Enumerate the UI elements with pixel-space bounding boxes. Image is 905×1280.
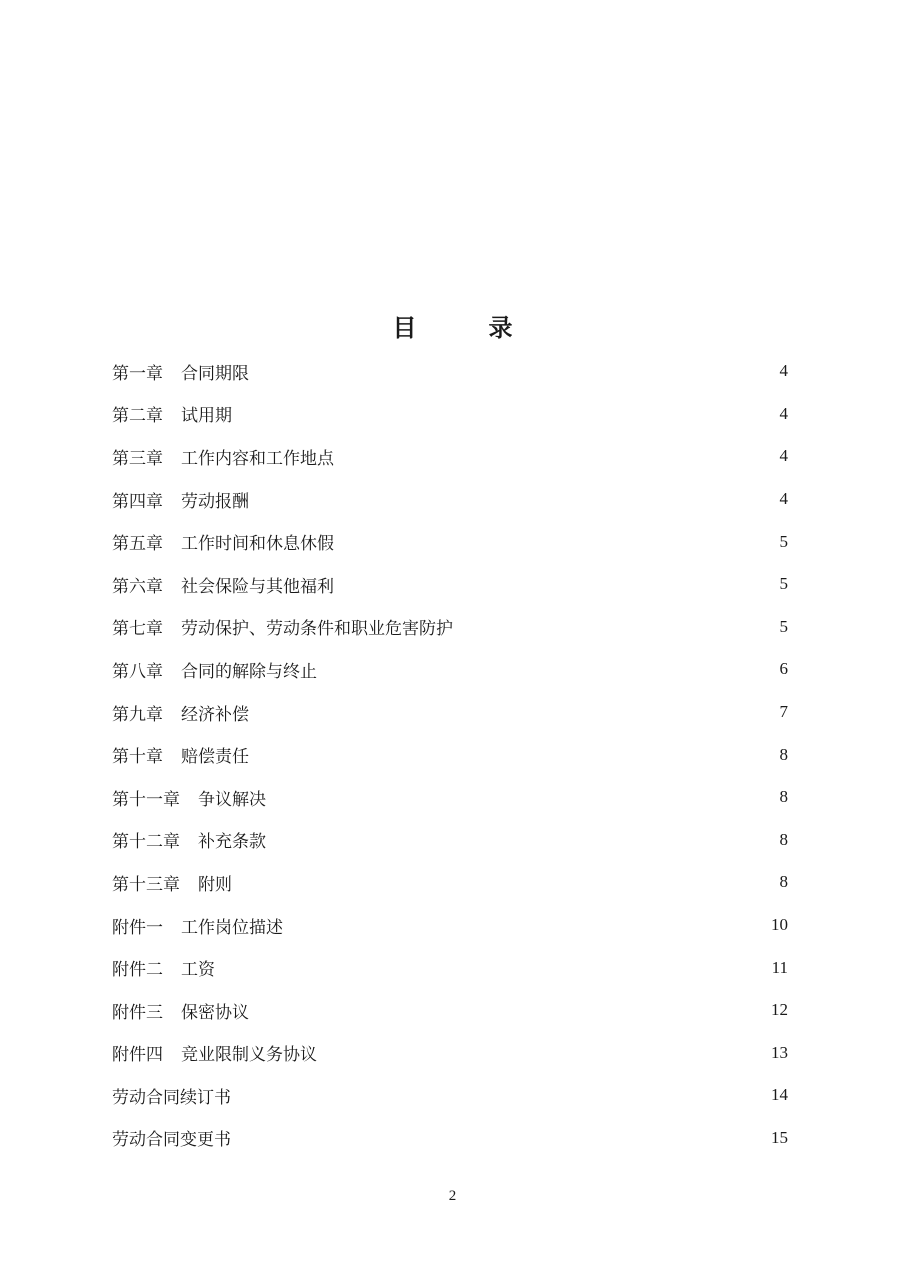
toc-entry-title: 经济补偿	[181, 704, 249, 725]
toc-page-number: 4	[779, 361, 788, 381]
toc-chapter: 第十三章	[112, 874, 180, 895]
toc-page-number: 8	[779, 787, 788, 807]
toc-list	[112, 350, 788, 1159]
toc-page-number: 4	[779, 403, 788, 423]
toc-entry-label	[112, 700, 249, 725]
toc-chapter: 第七章	[112, 619, 163, 640]
toc-page-number: 14	[771, 1085, 788, 1105]
toc-entry-title: 竞业限制义务协议	[181, 1045, 317, 1066]
toc-page-number: 13	[771, 1042, 788, 1062]
toc-chapter: 第四章	[112, 491, 163, 512]
toc-entry-title: 补充条款	[198, 832, 266, 853]
toc-entry[interactable]	[112, 563, 788, 606]
toc-page-number: 5	[779, 531, 788, 551]
toc-entry-title: 保密协议	[181, 1002, 249, 1023]
toc-entry-label	[112, 998, 249, 1023]
toc-entry-label	[112, 913, 283, 938]
toc-chapter: 第十一章	[112, 789, 180, 810]
toc-entry[interactable]	[112, 989, 788, 1032]
toc-chapter: 附件四	[112, 1045, 163, 1066]
toc-chapter: 第十二章	[112, 832, 180, 853]
toc-entry-title: 工作内容和工作地点	[181, 448, 334, 469]
toc-entry[interactable]	[112, 776, 788, 819]
toc-entry[interactable]	[112, 478, 788, 521]
toc-page-number: 4	[779, 489, 788, 509]
toc-entry[interactable]	[112, 946, 788, 989]
toc-chapter: 劳动合同续订书	[112, 1087, 231, 1108]
toc-page-number: 7	[779, 702, 788, 722]
toc-entry-label	[112, 870, 232, 895]
toc-entry-label	[112, 359, 249, 384]
toc-entry-title: 赔偿责任	[181, 747, 249, 768]
toc-entry-title: 争议解决	[198, 789, 266, 810]
toc-chapter: 第六章	[112, 576, 163, 597]
toc-entry-label	[112, 785, 266, 810]
toc-chapter: 第二章	[112, 406, 163, 427]
toc-page-number: 12	[771, 1000, 788, 1020]
toc-page-number: 4	[779, 446, 788, 466]
toc-entry[interactable]	[112, 350, 788, 393]
page-number: 2	[448, 1188, 457, 1204]
toc-entry-label	[112, 827, 266, 852]
toc-entry-label	[112, 572, 334, 597]
toc-entry-label	[112, 444, 334, 469]
toc-entry[interactable]	[112, 393, 788, 436]
toc-entry[interactable]	[112, 1074, 788, 1117]
toc-entry-label	[112, 614, 453, 639]
toc-chapter: 第十章	[112, 747, 163, 768]
toc-entry[interactable]	[112, 435, 788, 478]
toc-entry[interactable]	[112, 819, 788, 862]
toc-entry[interactable]	[112, 733, 788, 776]
toc-page-number: 10	[771, 915, 788, 935]
toc-entry-title: 社会保险与其他福利	[181, 576, 334, 597]
toc-page-number: 5	[779, 616, 788, 636]
toc-entry-label	[112, 742, 249, 767]
toc-entry-title: 合同期限	[181, 363, 249, 384]
toc-entry-title: 劳动保护、劳动条件和职业危害防护	[181, 619, 453, 640]
toc-entry[interactable]	[112, 861, 788, 904]
toc-chapter: 附件一	[112, 917, 163, 938]
toc-entry-label	[112, 1125, 231, 1150]
toc-entry[interactable]	[112, 648, 788, 691]
toc-chapter: 第一章	[112, 363, 163, 384]
toc-entry[interactable]	[112, 691, 788, 734]
toc-chapter: 劳动合同变更书	[112, 1130, 231, 1151]
toc-title-char-2: 录	[488, 314, 513, 342]
toc-entry-label	[112, 487, 249, 512]
toc-page-number: 11	[771, 957, 788, 977]
toc-title	[0, 310, 905, 346]
toc-entry-title: 劳动报酬	[181, 491, 249, 512]
toc-entry-title: 工作时间和休息休假	[181, 534, 334, 555]
toc-chapter: 第五章	[112, 534, 163, 555]
toc-page-number: 6	[779, 659, 788, 679]
toc-chapter: 附件二	[112, 960, 163, 981]
toc-page-number: 8	[779, 829, 788, 849]
toc-entry[interactable]	[112, 520, 788, 563]
toc-page-number: 8	[779, 744, 788, 764]
toc-entry-label	[112, 955, 215, 980]
toc-chapter: 第九章	[112, 704, 163, 725]
toc-page-number: 5	[779, 574, 788, 594]
toc-entry-label	[112, 529, 334, 554]
toc-entry-title: 合同的解除与终止	[181, 661, 317, 682]
toc-page-number: 15	[771, 1127, 788, 1147]
toc-entry-label	[112, 657, 317, 682]
toc-entry-label	[112, 401, 232, 426]
toc-entry[interactable]	[112, 1032, 788, 1075]
toc-entry-title: 工作岗位描述	[181, 917, 283, 938]
toc-entry[interactable]	[112, 1117, 788, 1160]
toc-chapter: 附件三	[112, 1002, 163, 1023]
toc-entry-title: 工资	[181, 960, 215, 981]
toc-entry[interactable]	[112, 606, 788, 649]
toc-title-char-1: 目	[392, 314, 417, 342]
toc-chapter: 第八章	[112, 661, 163, 682]
toc-entry-title: 附则	[198, 874, 232, 895]
toc-entry-label	[112, 1083, 231, 1108]
toc-entry-label	[112, 1040, 317, 1065]
toc-entry-title: 试用期	[181, 406, 232, 427]
toc-chapter: 第三章	[112, 448, 163, 469]
toc-entry[interactable]	[112, 904, 788, 947]
toc-page-number: 8	[779, 872, 788, 892]
